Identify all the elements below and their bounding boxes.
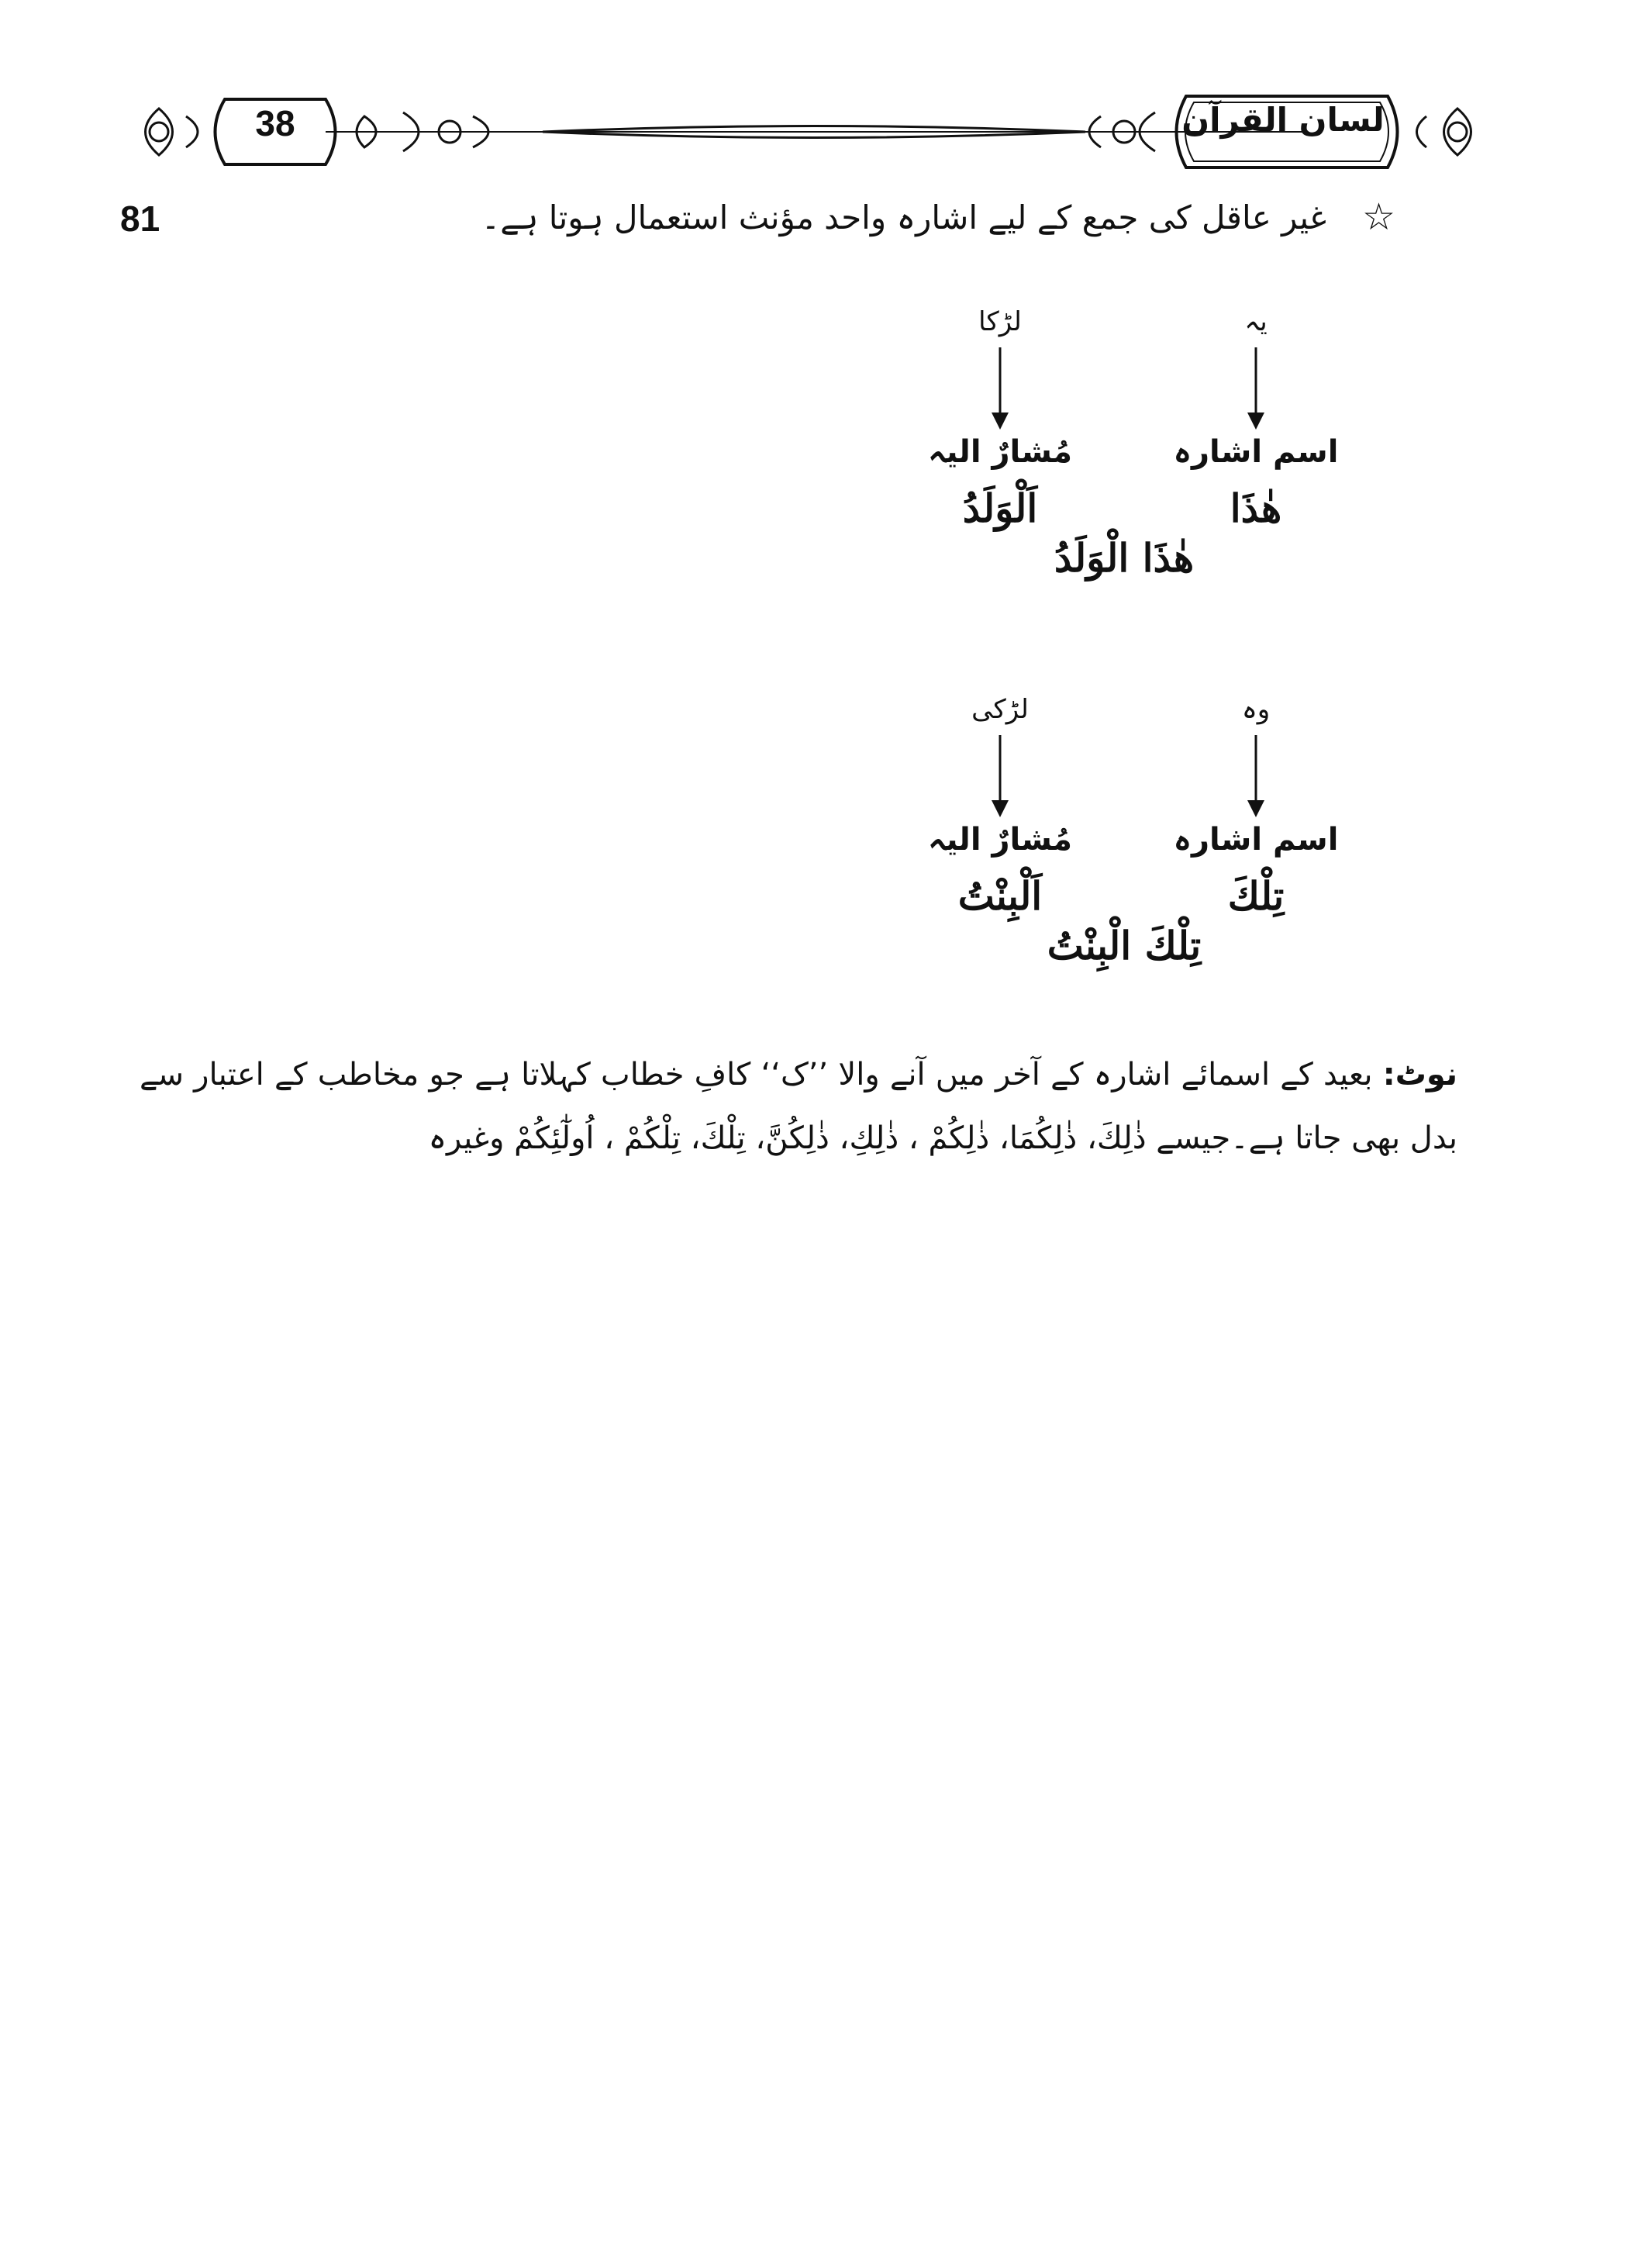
book-title: لسان القرآن <box>1181 101 1385 139</box>
gloss-label: وہ <box>1241 694 1271 725</box>
arabic-word: هٰذَا <box>1230 485 1282 531</box>
arabic-word: اَلْبِنْتُ <box>957 873 1043 919</box>
term-label: مُشارٌ الیہ <box>928 822 1072 858</box>
term-label: اسم اشارہ <box>1173 822 1339 858</box>
note-label: نوٹ: <box>1382 1057 1457 1093</box>
arabic-word: تِلْكَ <box>1227 873 1285 919</box>
term-label: مُشارٌ الیہ <box>928 434 1072 470</box>
arabic-word: اَلْوَلَدُ <box>962 485 1038 531</box>
header-ornament-icon <box>0 0 1628 194</box>
gloss-label: لڑکی <box>971 694 1029 725</box>
page-code: 81 <box>120 198 160 239</box>
diagram-tilka <box>884 690 1364 1024</box>
down-arrow-icon <box>892 729 1109 814</box>
down-arrow-icon <box>1147 341 1364 426</box>
ism-ishara-column <box>1147 302 1364 540</box>
down-arrow-icon <box>892 341 1109 426</box>
page-number: 38 <box>255 103 295 143</box>
term-label: اسم اشارہ <box>1173 434 1339 470</box>
gloss-label: لڑکا <box>978 306 1022 337</box>
combined-phrase: هٰذَا الْوَلَدُ <box>1054 535 1195 581</box>
note-paragraph <box>140 1043 1457 1170</box>
bullet-text: غیر عاقل کی جمع کے لیے اشارہ واحد مؤنث استعمال ہوتا ہے۔ <box>481 198 1326 236</box>
bullet-line <box>481 195 1395 239</box>
diagram-hadha <box>884 302 1364 636</box>
star-outline-icon: ☆ <box>1361 195 1395 239</box>
ism-ishara-column <box>1147 690 1364 927</box>
gloss-label: یہ <box>1244 306 1268 337</box>
mushar-ilayh-column <box>892 302 1109 540</box>
page-header <box>0 0 1628 194</box>
mushar-ilayh-column <box>892 690 1109 927</box>
note-text: بعید کے اسمائے اشارہ کے آخر میں آنے والا ’’ک‘‘ کافِ خطاب کہلاتا ہے جو مخاطب کے اعتبار سے بدل بھی جاتا ہے۔جیسے ذٰلِكَ، ذٰلِكُمَا، ذٰلِكُمْ ، ذٰلِكِ، ذٰلِكُنَّ، تِلْكَ، تِلْكُمْ ، اُولٰٓئِكُمْ وغیرہ <box>140 1057 1457 1156</box>
combined-phrase: تِلْكَ الْبِنْتُ <box>1047 923 1202 968</box>
down-arrow-icon <box>1147 729 1364 814</box>
